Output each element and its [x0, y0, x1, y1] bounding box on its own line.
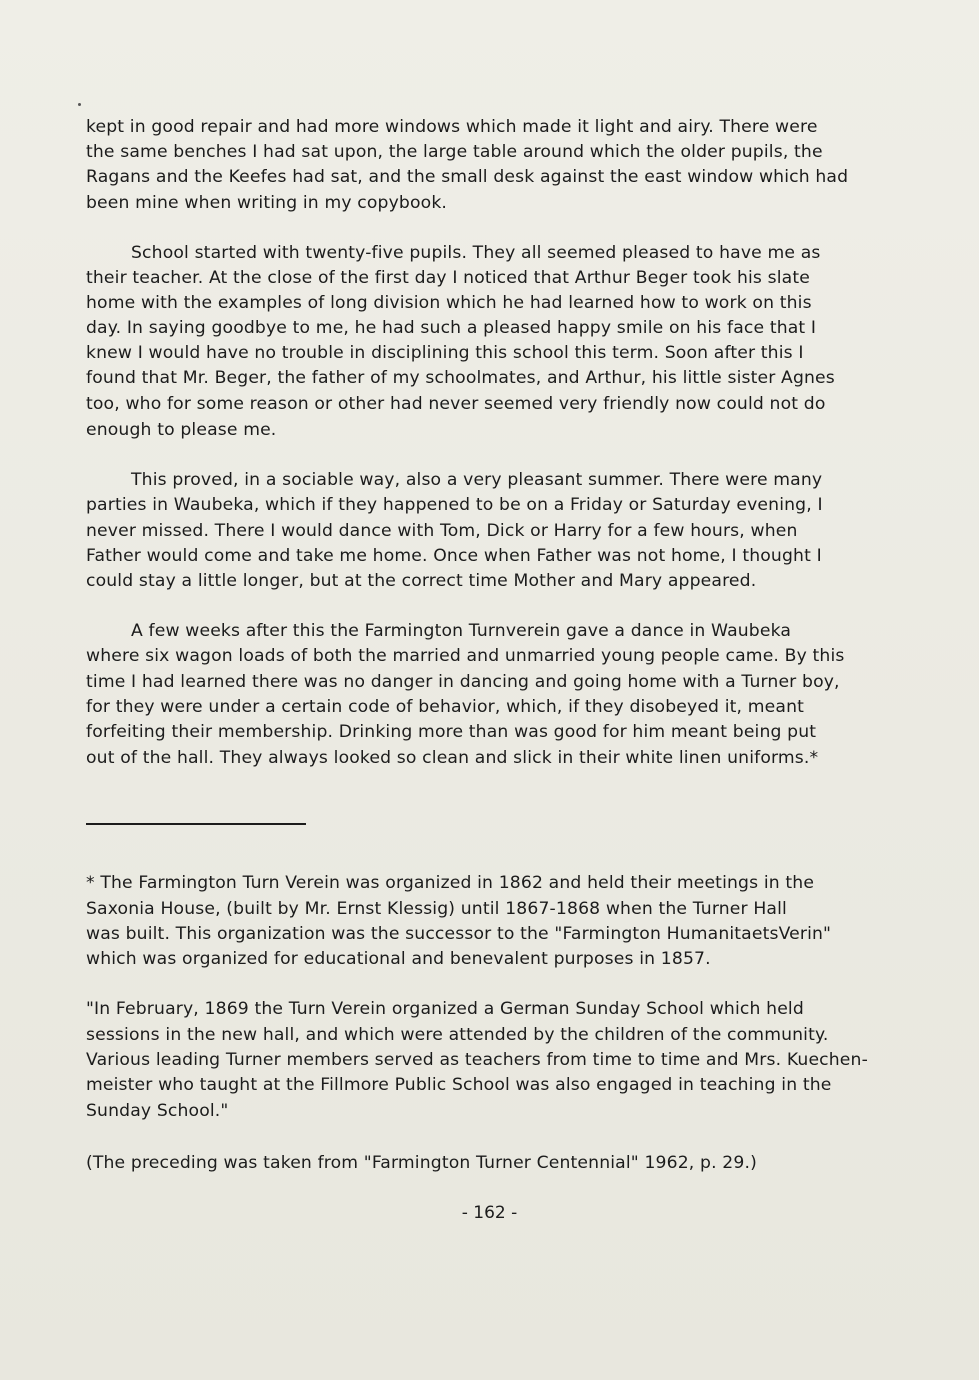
- footnote-line: Saxonia House, (built by Mr. Ernst Klessig) until 1867-1868 when the Turner Hall: [86, 899, 787, 919]
- footnote-line: (The preceding was taken from "Farmington Turner Centennial" 1962, p. 29.): [86, 1153, 757, 1173]
- stray-mark: [78, 103, 81, 106]
- text-line: forfeiting their membership. Drinking more than was good for him meant being put: [86, 722, 817, 742]
- footnote-line: which was organized for educational and benevalent purposes in 1857.: [86, 949, 711, 969]
- footnote-line: meister who taught at the Fillmore Public School was also engaged in teaching in the: [86, 1075, 832, 1095]
- text-line: could stay a little longer, but at the correct time Mother and Mary appeared.: [86, 571, 757, 591]
- text-line: the same benches I had sat upon, the large table around which the older pupils, the: [86, 142, 823, 162]
- text-line: time I had learned there was no danger in dancing and going home with a Turner boy,: [86, 672, 840, 692]
- text-line: for they were under a certain code of behavior, which, if they disobeyed it, meant: [86, 697, 805, 717]
- footnote-line: Various leading Turner members served as teachers from time to time and Mrs. Kuechen-: [86, 1050, 868, 1070]
- text-line: knew I would have no trouble in disciplining this school this term. Soon after this I: [86, 343, 804, 363]
- text-line: where six wagon loads of both the married and unmarried young people came. By this: [86, 646, 845, 666]
- text-line: enough to please me.: [86, 420, 277, 440]
- footnote-line: was built. This organization was the successor to the "Farmington HumanitaetsVerin": [86, 924, 832, 944]
- footnote-line: * The Farmington Turn Verein was organized in 1862 and held their meetings in the: [86, 873, 815, 893]
- text-line: never missed. There I would dance with Tom, Dick or Harry for a few hours, when: [86, 521, 798, 541]
- footnote-line: Sunday School.": [86, 1101, 229, 1121]
- footnote-rule: [86, 823, 306, 825]
- text-line: Ragans and the Keefes had sat, and the small desk against the east window which had: [86, 167, 849, 187]
- text-line: out of the hall. They always looked so clean and slick in their white linen uniforms.*: [86, 748, 819, 768]
- text-line: found that Mr. Beger, the father of my schoolmates, and Arthur, his little sister Agnes: [86, 368, 835, 388]
- text-line: This proved, in a sociable way, also a very pleasant summer. There were many: [131, 470, 823, 490]
- text-line: School started with twenty-five pupils. They all seemed pleased to have me as: [131, 243, 821, 263]
- footnote-line: sessions in the new hall, and which were attended by the children of the community.: [86, 1025, 829, 1045]
- text-line: their teacher. At the close of the first day I noticed that Arthur Beger took his slate: [86, 268, 810, 288]
- page-number: - 162 -: [461, 1203, 518, 1223]
- footnote-line: "In February, 1869 the Turn Verein organized a German Sunday School which held: [86, 999, 804, 1019]
- text-line: been mine when writing in my copybook.: [86, 193, 448, 213]
- text-line: Father would come and take me home. Once when Father was not home, I thought I: [86, 546, 822, 566]
- text-line: parties in Waubeka, which if they happened to be on a Friday or Saturday evening, I: [86, 495, 823, 515]
- text-line: too, who for some reason or other had never seemed very friendly now could not do: [86, 394, 826, 414]
- text-line: A few weeks after this the Farmington Turnverein gave a dance in Waubeka: [131, 621, 792, 641]
- text-line: home with the examples of long division which he had learned how to work on this: [86, 293, 812, 313]
- text-line: day. In saying goodbye to me, he had such a pleased happy smile on his face that I: [86, 318, 817, 338]
- text-line: kept in good repair and had more windows which made it light and airy. There were: [86, 117, 818, 137]
